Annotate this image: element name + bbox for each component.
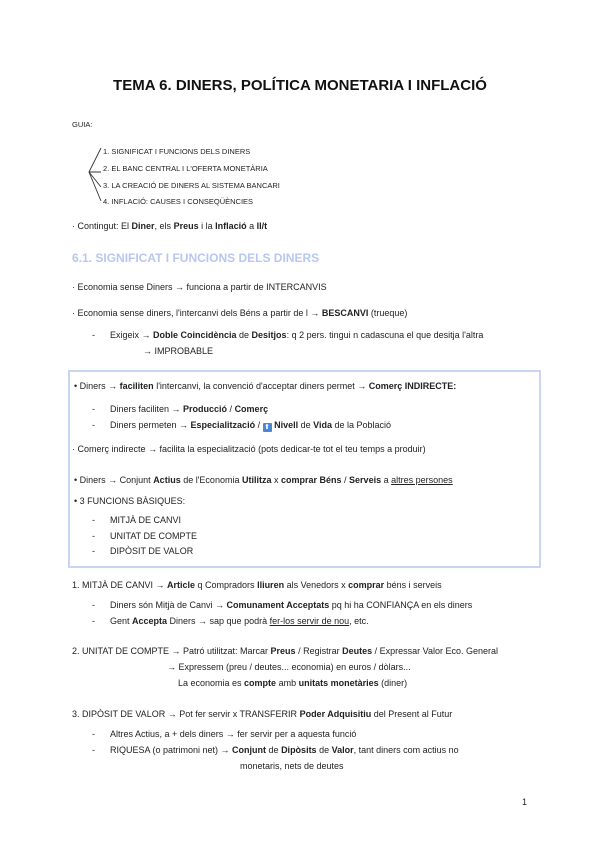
- function-3-heading: 3. DIPÒSIT DE VALOR → Pot fer servir x TRANSFERIR Poder Adquisitiu del Present al Futur: [72, 709, 453, 719]
- function-1-sub-2: - Gent Accepta Diners → sap que podrà fer-los servir de nou, etc.: [92, 616, 369, 626]
- function-3-sub-2-line-2: monetaris, nets de deutes: [240, 761, 344, 771]
- box-line-2: · Comerç indirecte → facilita la especialització (pots dedicar-te tot el teu temps a produir): [72, 444, 426, 454]
- function-1-sub-1: - Diners són Mitjà de Canvi → Comunament Acceptats pq hi ha CONFIANÇA en els diners: [92, 600, 473, 610]
- guide-item-1: 1. SIGNIFICAT I FUNCIONS DELS DINERS: [103, 147, 251, 156]
- guide-label: GUIA:: [72, 120, 93, 129]
- function-item-3: - DIPÒSIT DE VALOR: [92, 546, 194, 556]
- guide-item-2: 2. EL BANC CENTRAL I L'OFERTA MONETÀRIA: [103, 164, 268, 173]
- paragraph-2-sub-line2: → IMPROBABLE: [143, 346, 214, 356]
- box-line-4: • 3 FUNCIONS BÀSIQUES:: [74, 496, 186, 506]
- paragraph-1: · Economia sense Diners → funciona a partir de INTERCANVIS: [72, 282, 327, 292]
- section-heading: 6.1. SIGNIFICAT I FUNCIONS DELS DINERS: [72, 251, 320, 265]
- guide-item-3: 3. LA CREACIÓ DE DINERS AL SISTEMA BANCARI: [103, 181, 280, 190]
- function-2-heading: 2. UNITAT DE COMPTE → Patró utilitzat: Marcar Preus / Registrar Deutes / Expressar Valor Eco. General: [72, 646, 498, 656]
- box-line-1-sub-2: - Diners permeten → Especialització / ⬆ Nivell de Vida de la Població: [92, 420, 392, 431]
- guide-item-4: 4. INFLACIÓ: CAUSES I CONSEQÜÈNCIES: [103, 197, 254, 206]
- paragraph-2-sub: - Exigeix → Doble Coincidència de Desitjos: q 2 pers. tingui n cadascuna el que desitja l'altra: [92, 330, 484, 340]
- function-1-heading: 1. MITJÀ DE CANVI → Article q Compradors lliuren als Venedors x comprar béns i serveis: [72, 580, 442, 590]
- up-arrow-icon: ⬆: [264, 424, 271, 431]
- page-number: 1: [522, 797, 528, 807]
- function-2-line-3: La economia es compte amb unitats monetàries (diner): [178, 678, 408, 688]
- function-3-sub-2: - RIQUESA (o patrimoni net) → Conjunt de Dipòsits de Valor, tant diners com actius no: [92, 745, 459, 755]
- guide-brace-icon: [85, 145, 105, 205]
- box-line-1-sub-1: - Diners faciliten → Producció / Comerç: [92, 404, 269, 414]
- content-line: · Contingut: El Diner, els Preus i la Inflació a ll/t: [72, 221, 268, 231]
- box-line-1: • Diners → faciliten l'intercanvi, la convenció d'acceptar diners permet → Comerç INDIRECTE:: [74, 381, 457, 391]
- box-line-3: • Diners → Conjunt Actius de l'Economia Utilitza x comprar Béns / Serveis a altres persones: [74, 475, 453, 485]
- function-2-line-2: → Expressem (preu / deutes... economia) en euros / dòlars...: [167, 662, 411, 672]
- paragraph-2: · Economia sense diners, l'intercanvi dels Béns a partir de l → BESCANVI (trueque): [72, 308, 408, 318]
- function-item-2: - UNITAT DE COMPTE: [92, 531, 198, 541]
- document-title: TEMA 6. DINERS, POLÍTICA MONETARIA I INFLACIÓ: [113, 77, 487, 94]
- function-3-sub-1: - Altres Actius, a + dels diners → fer servir per a aquesta funció: [92, 729, 357, 739]
- function-item-1: - MITJÀ DE CANVI: [92, 515, 182, 525]
